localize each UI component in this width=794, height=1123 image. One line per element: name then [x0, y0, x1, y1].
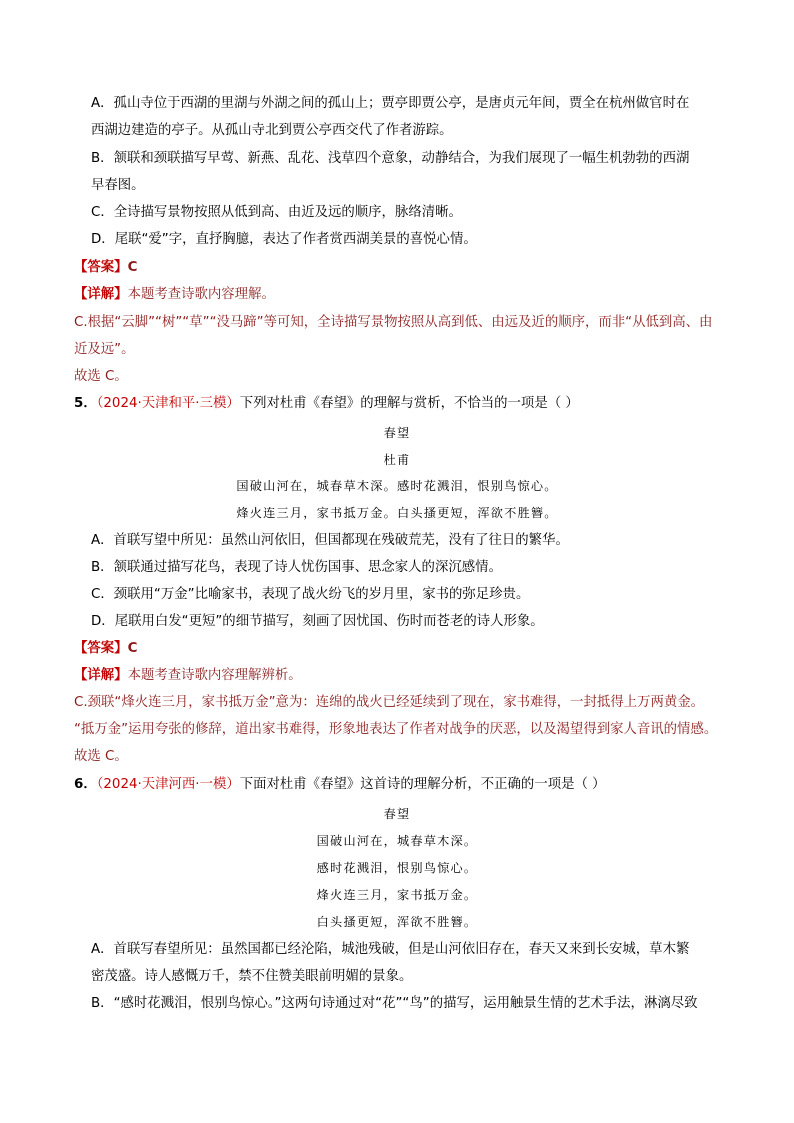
q4-explanation-line2: 近及远”。	[74, 342, 135, 357]
q4-option-c: C．全诗描写景物按照从低到高、由近及远的顺序，脉络清晰。	[91, 205, 462, 220]
q5-stem	[74, 395, 579, 413]
q5-poem-author: 杜甫	[383, 453, 411, 467]
q5-option-c: C．颈联用“万金”比喻家书，表现了战火纷飞的岁月里，家书的弥足珍贵。	[91, 587, 530, 602]
q6-stem-text: 下面对杜甫《春望》这首诗的理解分析，不正确的一项是（ ）	[239, 777, 606, 792]
detail-text: 本题考查诗歌内容理解辨析。	[127, 668, 302, 683]
q6-poem-line2: 感时花溅泪，恨别鸟惊心。	[316, 861, 478, 875]
q5-poem-line2: 烽火连三月，家书抵万金。白头搔更短，浑欲不胜簪。	[236, 506, 558, 520]
q5-option-a: A．首联写望中所见：虽然山河依旧，但国都现在残破荒芜，没有了往日的繁华。	[91, 533, 569, 548]
q5-explanation-line2: “抵万金”运用夸张的修辞，道出家书难得，形象地表达了作者对战争的厌恶，以及渴望得到家人音讯的情感。	[74, 722, 718, 737]
q4-choose: 故选 C。	[74, 369, 128, 384]
q6-poem-line4: 白头搔更短，浑欲不胜簪。	[316, 915, 478, 929]
q6-poem-title: 春望	[383, 807, 411, 821]
q5-explanation-line1: C.颈联“烽火连三月，家书抵万金”意为：连绵的战火已经延续到了现在，家书难得，一封抵得上万两黄金。	[74, 695, 705, 710]
answer-value: C	[127, 641, 138, 656]
q5-option-d: D．尾联用白发“更短”的细节描写，刻画了因忧国、伤时而苍老的诗人形象。	[91, 614, 544, 629]
q5-choose: 故选 C。	[74, 749, 128, 764]
q5-answer	[74, 640, 137, 658]
q4-answer	[74, 259, 137, 277]
q4-option-b-line1: B．颔联和颈联描写早莺、新燕、乱花、浅草四个意象，动静结合，为我们展现了一幅生机勃勃的西湖	[91, 151, 690, 166]
q6-option-b-line1: B．“感时花溅泪，恨别鸟惊心。”这两句诗通过对“花”“鸟”的描写，运用触景生情的艺术手法，淋漓尽致	[91, 996, 698, 1011]
q4-detail	[74, 286, 275, 304]
q6-poem-line3: 烽火连三月，家书抵万金。	[316, 888, 478, 902]
detail-label: 【详解】	[74, 668, 128, 683]
q4-option-b-line2: 早春图。	[91, 178, 145, 193]
q6-stem	[74, 776, 606, 794]
q6-option-a-line1: A．首联写春望所见：虽然国都已经沦陷，城池残破，但是山河依旧存在，春天又来到长安城，草木繁	[91, 942, 690, 957]
answer-value: C	[127, 260, 138, 275]
answer-label: 【答案】	[74, 641, 128, 656]
detail-label: 【详解】	[74, 287, 128, 302]
q6-number: 6．	[74, 777, 97, 792]
q5-number: 5．	[74, 396, 97, 411]
q6-source: （2024·天津河西·一模）	[96, 777, 240, 792]
q6-option-a-line2: 密茂盛。诗人感慨万千，禁不住赞美眼前明媚的景象。	[91, 969, 413, 984]
q4-option-a-line1: A．孤山寺位于西湖的里湖与外湖之间的孤山上；贾亭即贾公亭，是唐贞元年间，贾全在杭州做官时在	[91, 96, 690, 111]
q5-option-b: B．颔联通过描写花鸟，表现了诗人忧伤国事、思念家人的深沉感情。	[91, 560, 502, 575]
q5-poem-title: 春望	[383, 426, 411, 440]
detail-text: 本题考查诗歌内容理解。	[127, 287, 275, 302]
answer-label: 【答案】	[74, 260, 128, 275]
q5-detail	[74, 667, 302, 685]
q6-poem-line1: 国破山河在，城春草木深。	[316, 834, 478, 848]
q5-source: （2024·天津和平·三模）	[96, 396, 240, 411]
q4-explanation-line1: C.根据“云脚”“树”“草”“没马蹄”等可知，全诗描写景物按照从高到低、由远及近的顺序，而非“从低到高、由	[74, 315, 713, 330]
q4-option-a-line2: 西湖边建造的亭子。从孤山寺北到贾公亭西交代了作者游踪。	[91, 123, 453, 138]
q5-poem-line1: 国破山河在，城春草木深。感时花溅泪，恨别鸟惊心。	[236, 479, 558, 493]
q5-stem-text: 下列对杜甫《春望》的理解与赏析，不恰当的一项是（ ）	[239, 396, 579, 411]
q4-option-d: D．尾联“爱”字，直抒胸臆，表达了作者赏西湖美景的喜悦心情。	[91, 232, 477, 247]
